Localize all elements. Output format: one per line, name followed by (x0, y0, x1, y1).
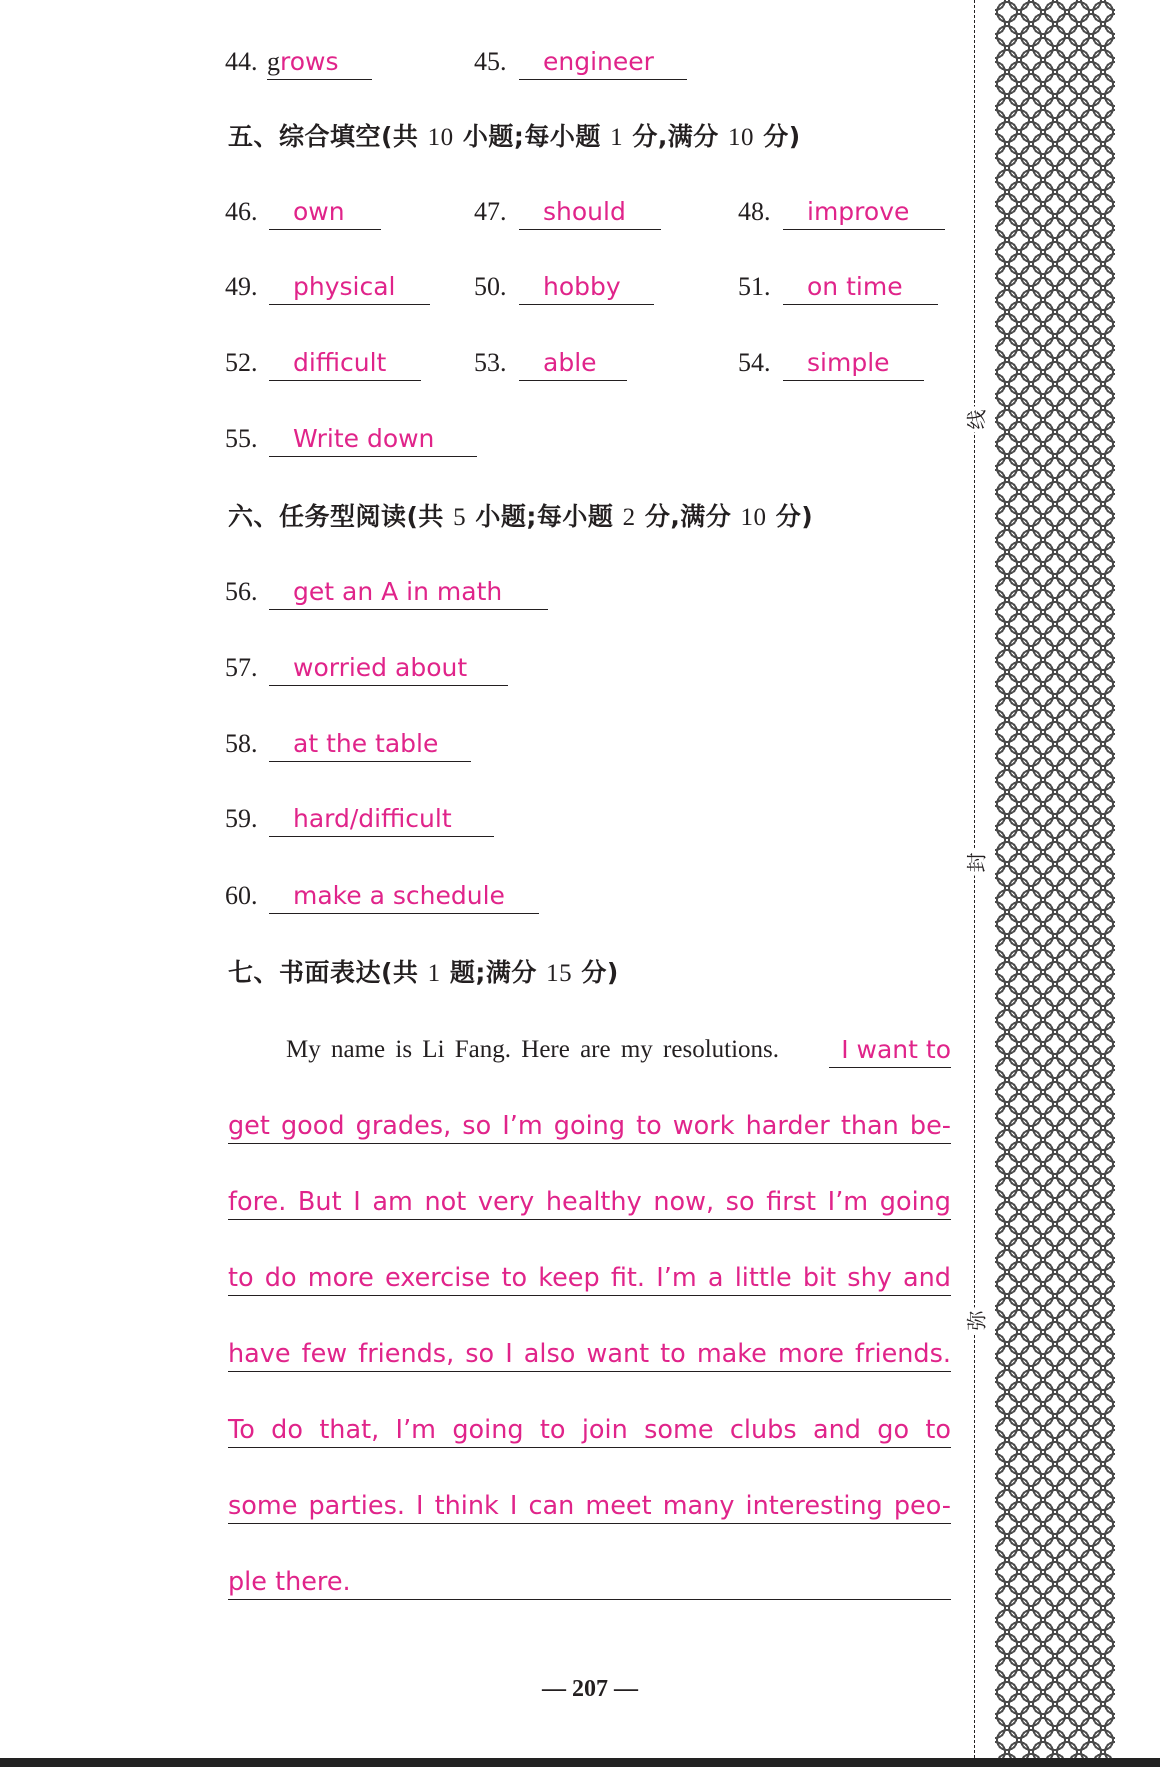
answers-row-57 (225, 653, 625, 687)
answer-blank (269, 804, 494, 837)
heading-text: 分) (763, 122, 801, 151)
heading-text: 分,满分 (632, 122, 719, 151)
heading-text: 分) (775, 502, 814, 531)
answer-text: difficult (293, 348, 387, 377)
answer-blank (519, 47, 687, 80)
margin-mark-mi: 弥 (961, 1308, 990, 1334)
item-number: 51. (738, 272, 771, 301)
answer-text: own (293, 197, 345, 226)
heading-number: 10 (740, 504, 767, 531)
answer-blank (519, 348, 627, 381)
item-number: 60. (225, 881, 258, 910)
answer-text: hobby (543, 272, 621, 301)
heading-text: 小题;每小题 (462, 122, 601, 151)
item-number: 50. (474, 272, 507, 301)
item-number: 45. (474, 47, 507, 76)
answers-row-52-54 (225, 348, 965, 382)
binding-dashed-line (974, 0, 975, 1758)
item-number: 49. (225, 272, 258, 301)
answer-text: engineer (543, 47, 654, 76)
essay-intro: My name is Li Fang. Here are my resolutions. (286, 1036, 780, 1063)
item-number: 47. (474, 197, 507, 226)
item-number: 55. (225, 424, 258, 453)
item-number: 52. (225, 348, 258, 377)
heading-text: 小题;每小题 (475, 502, 614, 531)
essay-line: get good grades, so I’m going to work harder than be- (228, 1109, 951, 1144)
essay-line: to do more exercise to keep fit. I’m a little bit shy and (228, 1261, 951, 1296)
item-number: 58. (225, 729, 258, 758)
heading-number: 1 (427, 960, 441, 987)
essay-line: have few friends, so I also want to make more friends. (228, 1337, 951, 1372)
heading-number: 15 (546, 960, 573, 987)
heading-text: 六、任务型阅读(共 (228, 502, 444, 531)
answer-blank (783, 272, 938, 305)
item-number: 56. (225, 577, 258, 606)
item-number: 53. (474, 348, 507, 377)
answers-row-60 (225, 881, 625, 915)
bottom-edge (0, 1758, 1160, 1767)
answer-text: able (543, 348, 597, 377)
heading-text: 分,满分 (644, 502, 732, 531)
item-number: 48. (738, 197, 771, 226)
item-number: 57. (225, 653, 258, 682)
answer-text: make a schedule (293, 881, 505, 910)
decorative-border-pattern (995, 0, 1115, 1758)
answer-blank (269, 729, 471, 762)
heading-number: 10 (427, 124, 454, 151)
item-number: 44. (225, 47, 258, 76)
answer-blank (269, 424, 477, 457)
answer-text: improve (807, 197, 910, 226)
answer-text: rows (280, 47, 339, 76)
heading-number: 1 (610, 124, 624, 151)
answer-blank (269, 881, 539, 914)
answer-blank (269, 197, 381, 230)
heading-text: 七、书面表达(共 (228, 958, 419, 987)
answers-row-49-51 (225, 272, 965, 306)
answer-blank (269, 577, 548, 610)
answers-row-58 (225, 729, 625, 763)
answer-text: hard/difficult (293, 804, 452, 833)
answer-blank (519, 272, 654, 305)
answer-blank (783, 197, 945, 230)
item-number: 59. (225, 804, 258, 833)
answer-blank (269, 272, 430, 305)
answers-row-46-48 (225, 197, 965, 231)
essay-line: ple there. (228, 1565, 951, 1600)
answers-row-56 (225, 577, 625, 611)
margin-mark-xian: 线 (961, 407, 990, 433)
heading-text: 题;满分 (449, 958, 537, 987)
answer-prefix: g (267, 47, 280, 76)
heading-text: 分) (581, 958, 619, 987)
section-heading-7 (228, 958, 619, 989)
answer-blank (267, 47, 372, 80)
essay-line: fore. But I am not very healthy now, so first I’m going (228, 1185, 951, 1220)
answers-row-59 (225, 804, 625, 838)
item-44 (225, 47, 825, 81)
essay-line: To do that, I’m going to join some clubs and go to (228, 1413, 951, 1448)
answer-blank (783, 348, 924, 381)
essay-answer-start: I want to (829, 1033, 951, 1068)
answer-text: get an A in math (293, 577, 503, 606)
answer-text: on time (807, 272, 903, 301)
answer-blank (269, 653, 508, 686)
answer-blank (519, 197, 661, 230)
answer-blank (269, 348, 421, 381)
answers-row-55 (225, 424, 525, 458)
heading-number: 2 (622, 504, 636, 531)
section-heading-5 (228, 122, 801, 153)
essay-line: some parties. I think I can meet many interesting peo- (228, 1489, 951, 1524)
heading-number: 10 (728, 124, 755, 151)
page-number: — 207 — (542, 1676, 638, 1702)
answer-text: at the table (293, 729, 439, 758)
essay-first-line (228, 1033, 951, 1067)
answer-text: physical (293, 272, 396, 301)
item-number: 46. (225, 197, 258, 226)
section-heading-6 (228, 502, 813, 533)
item-number: 54. (738, 348, 771, 377)
answer-text: worried about (293, 653, 468, 682)
answer-text: should (543, 197, 626, 226)
heading-text: 五、综合填空(共 (228, 122, 419, 151)
answer-text: simple (807, 348, 890, 377)
margin-mark-feng: 封 (961, 850, 990, 876)
heading-number: 5 (453, 504, 467, 531)
answer-text: Write down (293, 424, 435, 453)
